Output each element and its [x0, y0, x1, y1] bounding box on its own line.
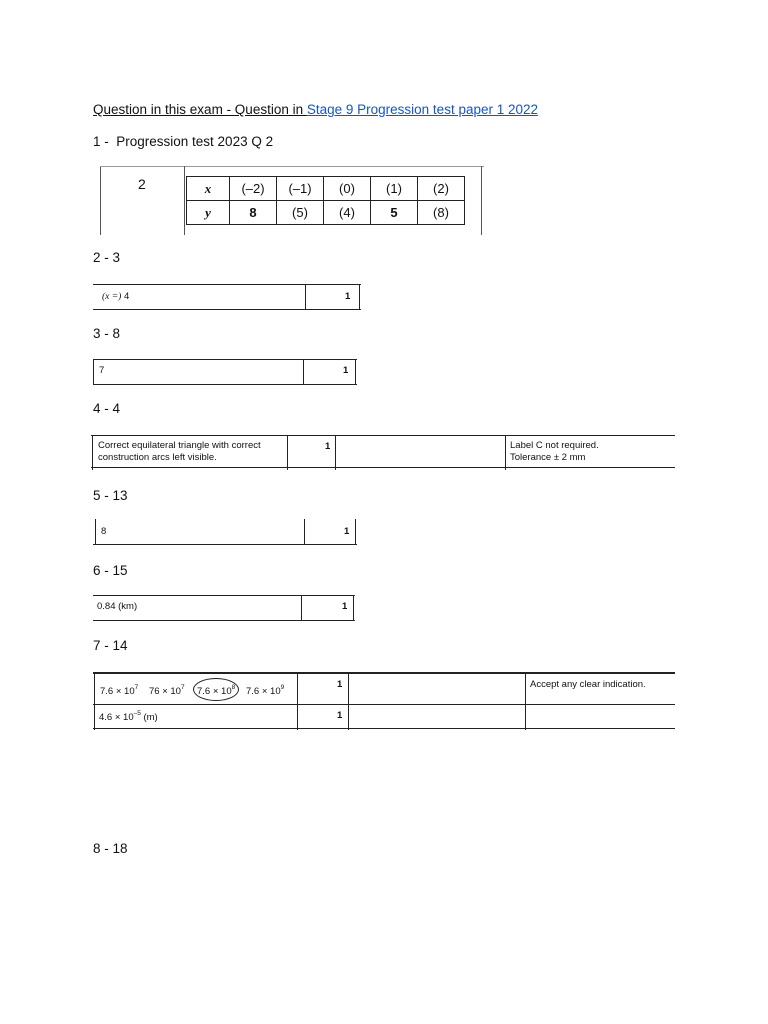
- q4-mark: 1: [325, 441, 331, 452]
- q1-question-number: 2: [138, 176, 146, 192]
- q2-answer-value: 4: [123, 291, 130, 302]
- x-value: (–2): [230, 177, 277, 201]
- q6-markscheme-row: [93, 595, 355, 621]
- header-prefix: Question in this exam - Question in: [93, 102, 307, 117]
- x-value: (1): [371, 177, 418, 201]
- q3-mark: 1: [343, 365, 349, 376]
- q2-answer: [102, 291, 129, 302]
- q3-answer: 7: [99, 365, 105, 376]
- q6-mark: 1: [342, 601, 348, 612]
- q4-guidance-line: Tolerance ± 2 mm: [510, 452, 586, 463]
- q7-option: $7.6 \times 10^8$: [197, 684, 236, 697]
- q7-markscheme-table: [93, 672, 675, 730]
- question-label-1: 1 - Progression test 2023 Q 2: [93, 134, 274, 149]
- xy-value-table: [186, 176, 465, 225]
- q4-answer-line: construction arcs left visible.: [98, 452, 217, 463]
- q7-option: $76 \times 10^7$: [149, 684, 185, 697]
- y-value: 8: [230, 201, 277, 225]
- q5-mark: 1: [344, 526, 350, 537]
- q2-mark: 1: [345, 291, 351, 302]
- q7-answer-2: $4.6 \times 10^{-5}$ (m): [99, 710, 158, 723]
- q4-guidance-line: Label C not required.: [510, 440, 599, 451]
- table-row-x: [187, 177, 465, 201]
- y-header: y: [187, 201, 230, 225]
- y-value: (4): [324, 201, 371, 225]
- x-header: x: [187, 177, 230, 201]
- q1-markscheme-image: [100, 166, 484, 235]
- q2-markscheme-row: [93, 284, 361, 310]
- question-label-2: 2 - 3: [93, 250, 121, 265]
- y-value: (8): [418, 201, 465, 225]
- paper-link[interactable]: Stage 9 Progression test paper 1 2022: [306, 102, 539, 117]
- question-label-3: 3 - 8: [93, 326, 121, 341]
- q4-answer: [98, 440, 261, 464]
- question-label-8: 8 - 18: [93, 841, 128, 856]
- y-value: 5: [371, 201, 418, 225]
- q5-answer: 8: [101, 526, 107, 537]
- question-label-7: 7 - 14: [93, 638, 128, 653]
- q7-guidance: Accept any clear indication.: [530, 679, 646, 690]
- question-label-4: 4 - 4: [93, 401, 121, 416]
- q2-answer-prefix: (x =): [102, 292, 122, 302]
- q3-markscheme-row: [93, 359, 357, 385]
- exam-header: [93, 102, 538, 117]
- x-value: (0): [324, 177, 371, 201]
- x-value: (2): [418, 177, 465, 201]
- q4-guidance: [510, 440, 599, 464]
- table-row-y: [187, 201, 465, 225]
- y-value: (5): [277, 201, 324, 225]
- q5-markscheme-row: [93, 519, 357, 545]
- question-label-5: 5 - 13: [93, 488, 128, 503]
- q7-mark-2: 1: [337, 710, 343, 721]
- q4-markscheme-row: [91, 435, 675, 470]
- q7-option: $7.6 \times 10^7$: [100, 684, 139, 697]
- q7-mark-1: 1: [337, 679, 343, 690]
- q6-answer: 0.84 (km): [97, 601, 138, 612]
- q4-answer-line: Correct equilateral triangle with correct: [98, 440, 261, 451]
- q7-option: $7.6 \times 10^9$: [246, 684, 285, 697]
- x-value: (–1): [277, 177, 324, 201]
- question-label-6: 6 - 15: [93, 563, 128, 578]
